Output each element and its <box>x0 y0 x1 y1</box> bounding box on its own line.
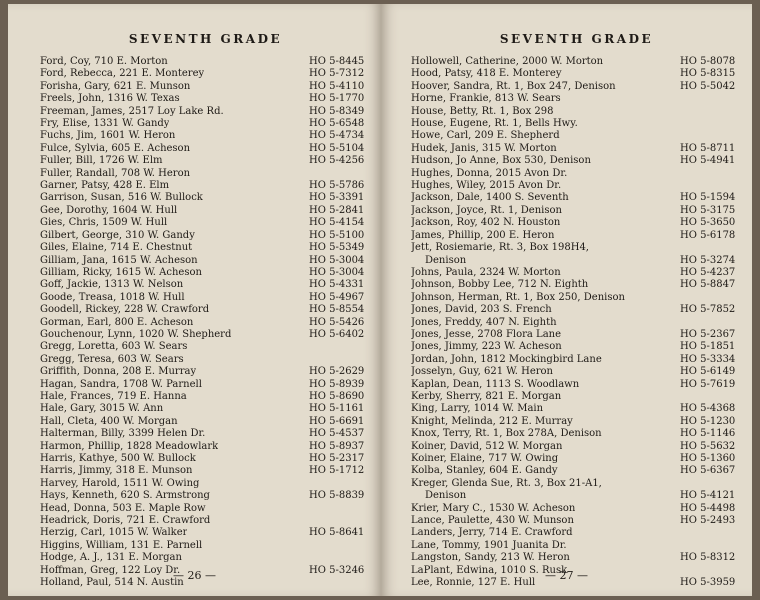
list-item <box>411 341 742 353</box>
entry-name: Kerby, Sherry, 821 E. Morgan <box>411 390 562 402</box>
entry-name: House, Betty, Rt. 1, Box 298 <box>411 105 554 117</box>
list-item <box>411 465 742 477</box>
entry-phone: HO 5-5349 <box>309 242 365 254</box>
entry-phone: HO 5-8315 <box>680 68 736 80</box>
list-item <box>40 478 371 490</box>
entry-phone: HO 5-4237 <box>680 266 736 278</box>
directory-spread <box>8 4 752 596</box>
entry-phone: HO 5-8312 <box>680 552 736 564</box>
entry-phone: HO 5-4331 <box>309 279 365 291</box>
list-item <box>40 354 371 366</box>
entry-name: Hudson, Jo Anne, Box 530, Denison <box>411 155 591 167</box>
entry-name: Hoover, Sandra, Rt. 1, Box 247, Denison <box>411 80 616 92</box>
entry-phone: HO 5-7312 <box>309 68 365 80</box>
entry-name: Jones, Jimmy, 223 W. Acheson <box>411 341 562 353</box>
entry-name: Hood, Patsy, 418 E. Monterey <box>411 68 562 80</box>
entry-phone: HO 5-1770 <box>309 93 365 105</box>
list-item <box>40 230 371 242</box>
list-item <box>40 515 371 527</box>
list-item <box>40 403 371 415</box>
list-item <box>411 391 742 403</box>
entry-phone <box>676 540 742 552</box>
entry-phone <box>676 242 742 254</box>
list-item <box>40 540 371 552</box>
entry-phone: HO 5-1712 <box>309 465 365 477</box>
entry-name: Herzig, Carl, 1015 W. Walker <box>40 527 188 539</box>
list-item <box>411 403 742 415</box>
list-item <box>411 255 742 267</box>
entry-phone: HO 5-5042 <box>680 80 736 92</box>
list-item <box>411 155 742 167</box>
list-item <box>411 428 742 440</box>
list-item <box>411 366 742 378</box>
list-item <box>40 391 371 403</box>
list-item <box>411 292 742 304</box>
list-item <box>411 527 742 539</box>
entry-phone <box>676 168 742 180</box>
entry-name: Kaplan, Dean, 1113 S. Woodlawn <box>411 378 580 390</box>
entry-phone: HO 5-2841 <box>309 204 365 216</box>
list-item <box>40 192 371 204</box>
entry-phone: HO 5-1360 <box>680 453 736 464</box>
entry-name: Halterman, Billy, 3399 Helen Dr. <box>40 428 206 440</box>
entry-phone: HO 5-4498 <box>680 502 736 514</box>
entry-phone: HO 5-3959 <box>680 577 736 589</box>
entry-phone: HO 5-1161 <box>309 403 365 415</box>
list-item <box>411 515 742 527</box>
entry-name: Hughes, Donna, 2015 Avon Dr. <box>411 167 568 179</box>
entry-name: Jackson, Dale, 1400 S. Seventh <box>411 192 569 204</box>
entry-name: Fulce, Sylvia, 605 E. Acheson <box>40 142 191 154</box>
entry-phone: HO 5-3004 <box>309 266 365 278</box>
entry-name: Hale, Gary, 3015 W. Ann <box>40 403 164 415</box>
entry-phone: HO 5-8939 <box>309 378 365 390</box>
entry-name: Goodell, Rickey, 228 W. Crawford <box>40 304 210 316</box>
list-item <box>411 217 742 229</box>
entry-name: Harris, Jimmy, 318 E. Munson <box>40 465 193 477</box>
entry-name: Johnson, Bobby Lee, 712 N. Eighth <box>411 279 589 291</box>
list-item <box>411 304 742 316</box>
list-item <box>411 490 742 502</box>
entry-phone <box>305 540 371 552</box>
entry-name: Denison <box>425 490 467 502</box>
entry-list <box>40 56 371 589</box>
list-item <box>411 130 742 142</box>
list-item <box>40 106 371 118</box>
entry-name: Koiner, Elaine, 717 W. Owing <box>411 453 559 464</box>
entry-phone: HO 5-4110 <box>309 80 365 92</box>
entry-name: Goode, Treasa, 1018 W. Hull <box>40 291 185 303</box>
list-item <box>411 68 742 80</box>
list-item <box>411 317 742 329</box>
entry-phone: HO 5-4941 <box>680 155 736 167</box>
entry-name: Gouchenour, Lynn, 1020 W. Shepherd <box>40 328 232 340</box>
entry-phone <box>676 93 742 105</box>
entry-phone: HO 5-5632 <box>680 440 736 452</box>
entry-phone: HO 5-8078 <box>680 56 736 67</box>
entry-name: Hollowell, Catherine, 2000 W. Morton <box>411 56 604 67</box>
list-item <box>411 230 742 242</box>
list-item <box>40 130 371 142</box>
entry-phone: HO 5-5426 <box>309 316 365 328</box>
list-item <box>40 552 371 564</box>
entry-name: Langston, Sandy, 213 W. Heron <box>411 552 570 564</box>
entry-phone: HO 5-4368 <box>680 403 736 415</box>
list-item <box>411 168 742 180</box>
entry-phone: HO 5-4537 <box>309 428 365 440</box>
entry-name: Fuller, Randall, 708 W. Heron <box>40 167 191 179</box>
entry-name: Hays, Kenneth, 620 S. Armstrong <box>40 490 210 502</box>
entry-phone: HO 5-8937 <box>309 440 365 452</box>
entry-phone: HO 5-8690 <box>309 390 365 402</box>
entry-phone: HO 5-8711 <box>680 142 736 154</box>
entry-name: Hagan, Sandra, 1708 W. Parnell <box>40 378 202 390</box>
list-item <box>40 292 371 304</box>
entry-phone: HO 5-4967 <box>309 291 365 303</box>
entry-phone: HO 5-3334 <box>680 353 736 365</box>
entry-name: Knox, Terry, Rt. 1, Box 278A, Denison <box>411 428 602 440</box>
list-item <box>411 106 742 118</box>
list-item <box>40 329 371 341</box>
entry-name: Freeman, James, 2517 Loy Lake Rd. <box>40 105 224 117</box>
entry-phone: HO 5-7619 <box>680 378 736 390</box>
entry-phone <box>305 354 371 366</box>
entry-name: Lance, Paulette, 430 W. Munson <box>411 515 574 527</box>
list-item <box>40 279 371 291</box>
entry-name: Johnson, Herman, Rt. 1, Box 250, Denison <box>411 291 625 303</box>
entry-name: Gorman, Earl, 800 E. Acheson <box>40 316 194 328</box>
list-item <box>411 267 742 279</box>
entry-name: House, Eugene, Rt. 1, Bells Hwy. <box>411 118 578 130</box>
entry-phone: HO 5-8445 <box>309 56 365 67</box>
entry-name: Lane, Tommy, 1901 Juanita Dr. <box>411 539 567 551</box>
entry-phone: HO 5-8641 <box>309 527 365 539</box>
entry-phone: HO 5-1594 <box>680 192 736 204</box>
entry-phone: HO 5-8847 <box>680 279 736 291</box>
entry-name: Hoffman, Greg, 122 Loy Dr. <box>40 564 181 576</box>
entry-name: Hughes, Wiley, 2015 Avon Dr. <box>411 180 562 192</box>
entry-name: Hall, Cleta, 400 W. Morgan <box>40 415 178 427</box>
entry-name: King, Larry, 1014 W. Main <box>411 403 544 415</box>
entry-phone: HO 5-5104 <box>309 142 365 154</box>
entry-phone: HO 5-1230 <box>680 415 736 427</box>
entry-name: Ford, Rebecca, 221 E. Monterey <box>40 68 205 80</box>
page-right <box>381 4 752 596</box>
entry-phone <box>305 552 371 564</box>
entry-name: Gilbert, George, 310 W. Gandy <box>40 229 195 241</box>
entry-name: Goff, Jackie, 1313 W. Nelson <box>40 279 184 291</box>
entry-name: Headrick, Doris, 721 E. Crawford <box>40 515 211 527</box>
list-item <box>40 503 371 515</box>
list-item <box>40 242 371 254</box>
list-item <box>411 354 742 366</box>
list-item <box>411 143 742 155</box>
entry-name: Gregg, Teresa, 603 W. Sears <box>40 353 184 365</box>
list-item <box>40 304 371 316</box>
entry-name: Gilliam, Jana, 1615 W. Acheson <box>40 254 198 266</box>
entry-phone <box>305 515 371 527</box>
entry-phone: HO 5-1146 <box>680 428 736 440</box>
entry-name: Hodge, A. J., 131 E. Morgan <box>40 552 182 564</box>
entry-phone <box>676 391 742 403</box>
list-item <box>40 217 371 229</box>
entry-name: Harmon, Phillip, 1828 Meadowlark <box>40 440 219 452</box>
entry-name: Fuller, Bill, 1726 W. Elm <box>40 155 163 167</box>
entry-phone: HO 5-6402 <box>309 328 365 340</box>
list-item <box>40 416 371 428</box>
entry-name: Denison <box>425 254 467 266</box>
list-item <box>40 93 371 105</box>
entry-name: Fry, Elise, 1331 W. Gandy <box>40 118 170 130</box>
entry-name: Jones, Freddy, 407 N. Eighth <box>411 316 557 328</box>
entry-phone <box>676 118 742 130</box>
list-item <box>40 366 371 378</box>
list-item <box>40 255 371 267</box>
entry-name: Kolba, Stanley, 604 E. Gandy <box>411 465 558 477</box>
list-item <box>411 205 742 217</box>
entry-phone <box>676 478 742 490</box>
entry-name: Gies, Chris, 1509 W. Hull <box>40 217 168 229</box>
entry-name: Horne, Frankie, 813 W. Sears <box>411 93 561 105</box>
entry-name: Johns, Paula, 2324 W. Morton <box>411 266 561 278</box>
list-item <box>411 453 742 465</box>
entry-phone: HO 5-6548 <box>309 118 365 130</box>
entry-name: Harvey, Harold, 1511 W. Owing <box>40 477 200 489</box>
entry-phone: HO 5-3391 <box>309 192 365 204</box>
entry-phone: HO 5-3274 <box>680 254 736 266</box>
entry-phone: HO 5-4256 <box>309 155 365 167</box>
entry-phone: HO 5-3004 <box>309 254 365 266</box>
list-item <box>411 540 742 552</box>
list-item <box>411 81 742 93</box>
entry-phone: HO 5-5100 <box>309 229 365 241</box>
entry-name: Josselyn, Guy, 621 W. Heron <box>411 366 553 378</box>
entry-name: Lee, Ronnie, 127 E. Hull <box>411 577 536 589</box>
list-item <box>40 81 371 93</box>
entry-phone: HO 5-2629 <box>309 366 365 378</box>
entry-phone: HO 5-3175 <box>680 204 736 216</box>
list-item <box>411 478 742 490</box>
entry-phone: HO 5-6691 <box>309 415 365 427</box>
entry-phone <box>676 527 742 539</box>
list-item <box>411 379 742 391</box>
list-item <box>40 143 371 155</box>
list-item <box>40 205 371 217</box>
list-item <box>40 155 371 167</box>
page-heading: SEVENTH GRADE <box>128 32 283 46</box>
list-item <box>411 416 742 428</box>
list-item <box>411 93 742 105</box>
list-item <box>40 168 371 180</box>
entry-name: Gilliam, Ricky, 1615 W. Acheson <box>40 266 202 278</box>
page-number: — 26 — <box>173 569 216 582</box>
list-item <box>40 428 371 440</box>
entry-name: Jordan, John, 1812 Mockingbird Lane <box>411 353 602 365</box>
entry-name: James, Phillip, 200 E. Heron <box>411 229 555 241</box>
entry-phone: HO 5-4121 <box>680 490 736 502</box>
entry-phone: HO 5-8349 <box>309 105 365 117</box>
entry-phone <box>305 341 371 353</box>
entry-name: Garner, Patsy, 428 E. Elm <box>40 180 170 192</box>
entry-phone: HO 5-4734 <box>309 130 365 142</box>
list-item <box>411 242 742 254</box>
entry-name: Hale, Frances, 719 E. Hanna <box>40 390 187 402</box>
entry-name: Fuchs, Jim, 1601 W. Heron <box>40 130 176 142</box>
list-item <box>40 379 371 391</box>
list-item <box>40 317 371 329</box>
entry-name: LaPlant, Edwina, 1010 S. Rusk <box>411 564 568 576</box>
entry-phone: HO 5-8839 <box>309 490 365 502</box>
list-item <box>40 441 371 453</box>
list-item <box>411 118 742 130</box>
entry-phone: HO 5-7852 <box>680 304 736 316</box>
entry-name: Giles, Elaine, 714 E. Chestnut <box>40 242 193 254</box>
entry-phone <box>676 180 742 192</box>
entry-phone: HO 5-6367 <box>680 465 736 477</box>
entry-phone: HO 5-6178 <box>680 229 736 241</box>
list-item <box>411 279 742 291</box>
entry-name: Jett, Rosiemarie, Rt. 3, Box 198H4, <box>411 242 589 254</box>
entry-phone: HO 5-4154 <box>309 217 365 229</box>
entry-name: Koiner, David, 512 W. Morgan <box>411 440 563 452</box>
list-item <box>40 527 371 539</box>
entry-phone: HO 5-3246 <box>309 564 365 576</box>
entry-name: Head, Donna, 503 E. Maple Row <box>40 502 206 514</box>
entry-phone: HO 5-2317 <box>309 453 365 464</box>
entry-name: Kreger, Glenda Sue, Rt. 3, Box 21-A1, <box>411 477 602 489</box>
list-item <box>40 68 371 80</box>
entry-name: Harris, Kathye, 500 W. Bullock <box>40 453 196 464</box>
entry-name: Krier, Mary C., 1530 W. Acheson <box>411 502 576 514</box>
list-item <box>411 56 742 68</box>
entry-name: Freels, John, 1316 W. Texas <box>40 93 180 105</box>
list-item <box>411 503 742 515</box>
list-item <box>40 267 371 279</box>
entry-name: Knight, Melinda, 212 E. Murray <box>411 415 573 427</box>
entry-phone: HO 5-8554 <box>309 304 365 316</box>
entry-phone <box>676 317 742 329</box>
list-item <box>411 329 742 341</box>
entry-name: Jones, Jesse, 2708 Flora Lane <box>411 328 562 340</box>
entry-name: Garrison, Susan, 516 W. Bullock <box>40 192 203 204</box>
entry-name: Jones, David, 203 S. French <box>411 304 552 316</box>
entry-phone: HO 5-5786 <box>309 180 365 192</box>
page-heading: SEVENTH GRADE <box>499 32 654 46</box>
list-item <box>40 465 371 477</box>
entry-phone <box>676 106 742 118</box>
page-number: — 27 — <box>545 569 588 582</box>
entry-name: Gee, Dorothy, 1604 W. Hull <box>40 204 178 216</box>
entry-phone <box>676 130 742 142</box>
entry-phone <box>305 503 371 515</box>
page-left <box>8 4 381 596</box>
entry-name: Hudek, Janis, 315 W. Morton <box>411 142 557 154</box>
list-item <box>40 118 371 130</box>
list-item <box>40 341 371 353</box>
entry-phone <box>305 478 371 490</box>
entry-name: Ford, Coy, 710 E. Morton <box>40 56 168 67</box>
list-item <box>411 192 742 204</box>
entry-phone: HO 5-6149 <box>680 366 736 378</box>
list-item <box>411 441 742 453</box>
entry-name: Griffith, Donna, 208 E. Murray <box>40 366 197 378</box>
entry-name: Jackson, Joyce, Rt. 1, Denison <box>411 204 562 216</box>
list-item <box>411 552 742 564</box>
entry-phone <box>305 168 371 180</box>
entry-phone: HO 5-3650 <box>680 217 736 229</box>
entry-name: Holland, Paul, 514 N. Austin <box>40 577 184 589</box>
entry-name: Jackson, Roy, 402 N. Houston <box>411 217 561 229</box>
list-item <box>40 56 371 68</box>
entry-phone <box>676 292 742 304</box>
list-item <box>40 180 371 192</box>
entry-name: Higgins, William, 131 E. Parnell <box>40 539 203 551</box>
entry-phone: HO 5-1851 <box>680 341 736 353</box>
entry-phone: HO 5-2493 <box>680 515 736 527</box>
list-item <box>40 453 371 465</box>
entry-name: Landers, Jerry, 714 E. Crawford <box>411 527 573 539</box>
entry-phone: HO 5-2367 <box>680 328 736 340</box>
entry-list <box>411 56 742 589</box>
list-item <box>411 180 742 192</box>
entry-name: Howe, Carl, 209 E. Shepherd <box>411 130 560 142</box>
list-item <box>40 490 371 502</box>
entry-name: Gregg, Loretta, 603 W. Sears <box>40 341 188 353</box>
entry-name: Forisha, Gary, 621 E. Munson <box>40 80 191 92</box>
